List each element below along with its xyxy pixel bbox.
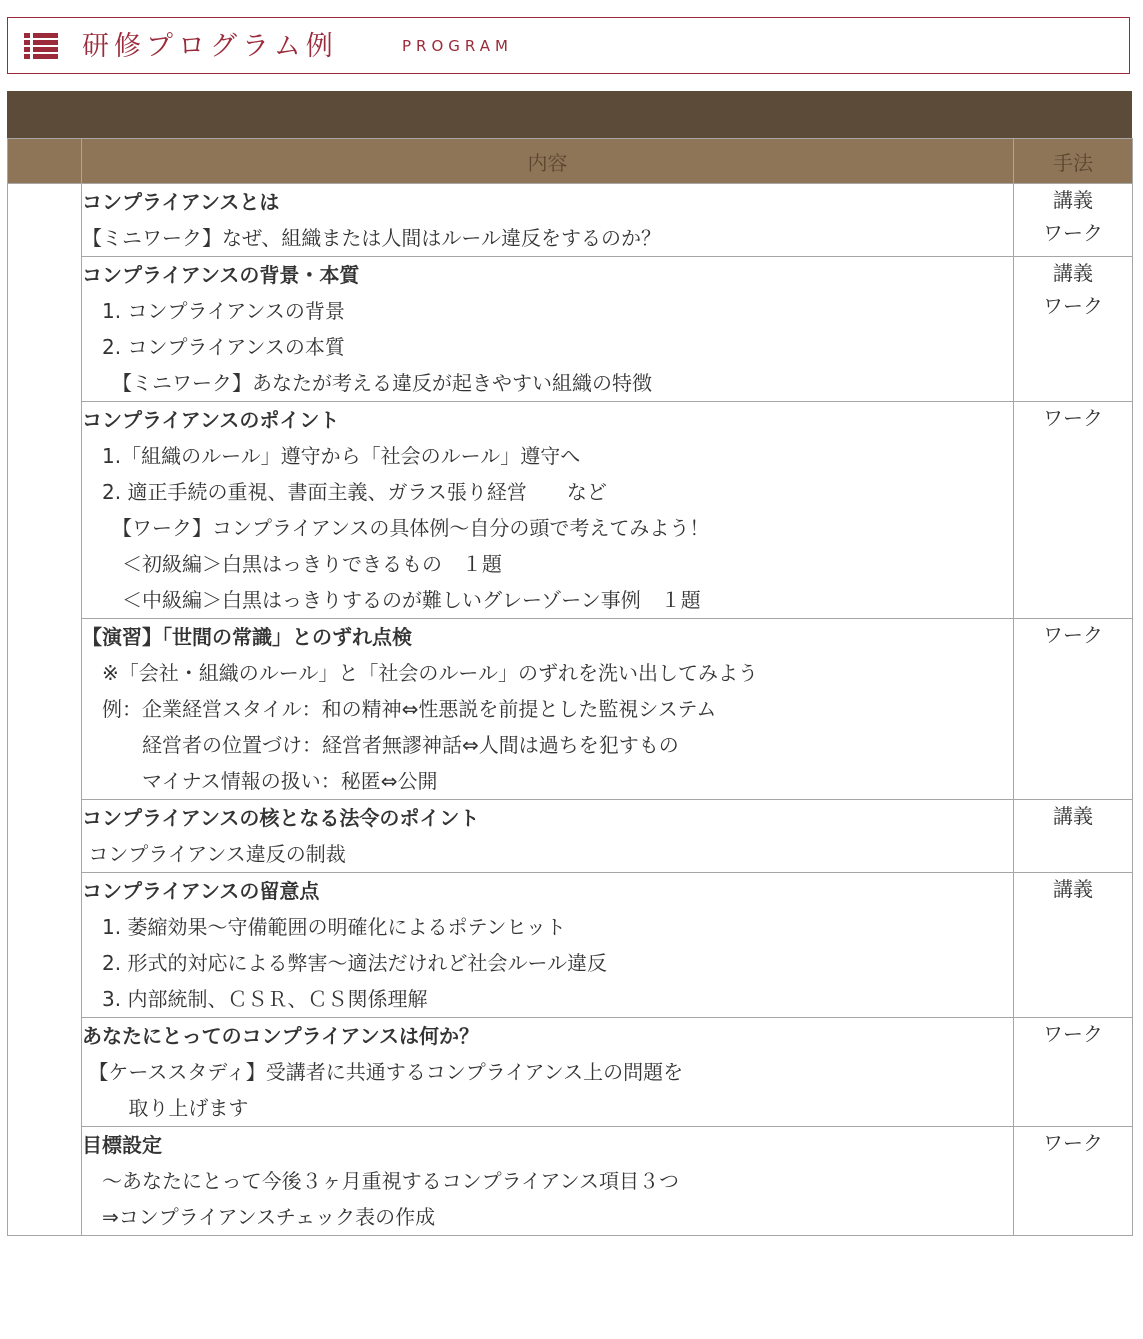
row-detail-line: 経営者の位置づけ：経営者無謬神話⇔人間は過ちを犯すもの	[82, 733, 679, 757]
method-label: 講義	[1053, 188, 1093, 212]
table-row	[8, 619, 1133, 800]
table-body	[8, 184, 1133, 1236]
row-title: 目標設定	[82, 1133, 162, 1157]
table-row	[8, 257, 1133, 402]
row-detail-line: ＜中級編＞白黒はっきりするのが難しいグレーゾーン事例 １題	[82, 588, 701, 612]
row-title: コンプライアンスの核となる法令のポイント	[82, 806, 480, 830]
row-method	[1014, 184, 1133, 257]
method-label: 講義	[1053, 261, 1093, 285]
row-detail-line: コンプライアンス違反の制裁	[82, 842, 346, 866]
row-detail-line: 例：企業経営スタイル：和の精神⇔性悪説を前提とした監視システム	[82, 697, 717, 721]
row-detail-line: 2. 適正手続の重視、書面主義、ガラス張り経営 など	[82, 480, 607, 504]
row-title: コンプライアンスの背景・本質	[82, 263, 360, 287]
row-detail-line: ＜初級編＞白黒はっきりできるもの １題	[82, 552, 502, 576]
method-label: ワーク	[1043, 1022, 1103, 1046]
table-row	[8, 1018, 1133, 1127]
row-content	[82, 800, 1014, 873]
page-title: 研修プログラム例	[82, 31, 338, 62]
row-method	[1014, 1018, 1133, 1127]
row-method	[1014, 873, 1133, 1018]
row-detail-line: 1. コンプライアンスの背景	[82, 299, 345, 323]
method-label: ワーク	[1043, 221, 1103, 245]
row-detail-line: 1. 萎縮効果～守備範囲の明確化によるポテンヒット	[82, 915, 566, 939]
row-detail-line: 【ケーススタディ】受講者に共通するコンプライアンス上の問題を	[82, 1060, 684, 1084]
row-title: あなたにとってのコンプライアンスは何か？	[82, 1024, 479, 1048]
method-label: ワーク	[1043, 623, 1103, 647]
page-subtitle: PROGRAM	[402, 37, 513, 55]
table-row	[8, 184, 1133, 257]
row-detail-line: 取り上げます	[82, 1096, 249, 1120]
table-row	[8, 873, 1133, 1018]
row-method	[1014, 402, 1133, 619]
table-top-band	[7, 91, 1132, 138]
row-title: コンプライアンスのポイント	[82, 408, 340, 432]
row-content	[82, 184, 1014, 257]
row-method	[1014, 619, 1133, 800]
row-title: 【演習】「世間の常識」とのずれ点検	[82, 625, 412, 649]
row-detail-line: 【ワーク】コンプライアンスの具体例～自分の頭で考えてみよう！	[82, 516, 710, 540]
row-detail-line: マイナス情報の扱い：秘匿⇔公開	[82, 769, 438, 793]
section-header	[7, 17, 1130, 74]
method-label: 講義	[1053, 804, 1093, 828]
row-detail-line: 【ミニワーク】なぜ、組織または人間はルール違反をするのか？	[82, 226, 661, 250]
table-row	[8, 800, 1133, 873]
row-detail-line: ※「会社・組織のルール」と「社会のルール」のずれを洗い出してみよう	[82, 661, 758, 685]
header-method: 手法	[1014, 139, 1133, 184]
row-content	[82, 873, 1014, 1018]
row-method	[1014, 800, 1133, 873]
row-detail-line: 【ミニワーク】あなたが考える違反が起きやすい組織の特徴	[82, 371, 652, 395]
row-detail-line: ～あなたにとって今後３ヶ月重視するコンプライアンス項目３つ	[82, 1169, 679, 1193]
method-label: ワーク	[1043, 1131, 1103, 1155]
list-icon	[24, 33, 58, 59]
table-header-row	[8, 139, 1133, 184]
row-detail-line: ⇒コンプライアンスチェック表の作成	[82, 1205, 436, 1229]
method-label: ワーク	[1043, 294, 1103, 318]
row-content	[82, 1127, 1014, 1236]
row-detail-line: 2. コンプライアンスの本質	[82, 335, 345, 359]
table-row	[8, 1127, 1133, 1236]
row-title: コンプライアンスの留意点	[82, 879, 320, 903]
program-table	[7, 138, 1133, 1236]
row-method	[1014, 257, 1133, 402]
header-blank-cell	[8, 139, 82, 184]
row-content	[82, 1018, 1014, 1127]
row-detail-line: 1.「組織のルール」遵守から「社会のルール」遵守へ	[82, 444, 581, 468]
header-content: 内容	[82, 139, 1014, 184]
table-row	[8, 402, 1133, 619]
left-blank-column	[8, 184, 82, 1236]
row-detail-line: 2. 形式的対応による弊害～適法だけれど社会ルール違反	[82, 951, 608, 975]
row-content	[82, 257, 1014, 402]
method-label: 講義	[1053, 877, 1093, 901]
row-method	[1014, 1127, 1133, 1236]
row-content	[82, 402, 1014, 619]
method-label: ワーク	[1043, 406, 1103, 430]
row-title: コンプライアンスとは	[82, 190, 280, 214]
row-detail-line: 3. 内部統制、ＣＳＲ、ＣＳ関係理解	[82, 987, 428, 1011]
row-content	[82, 619, 1014, 800]
